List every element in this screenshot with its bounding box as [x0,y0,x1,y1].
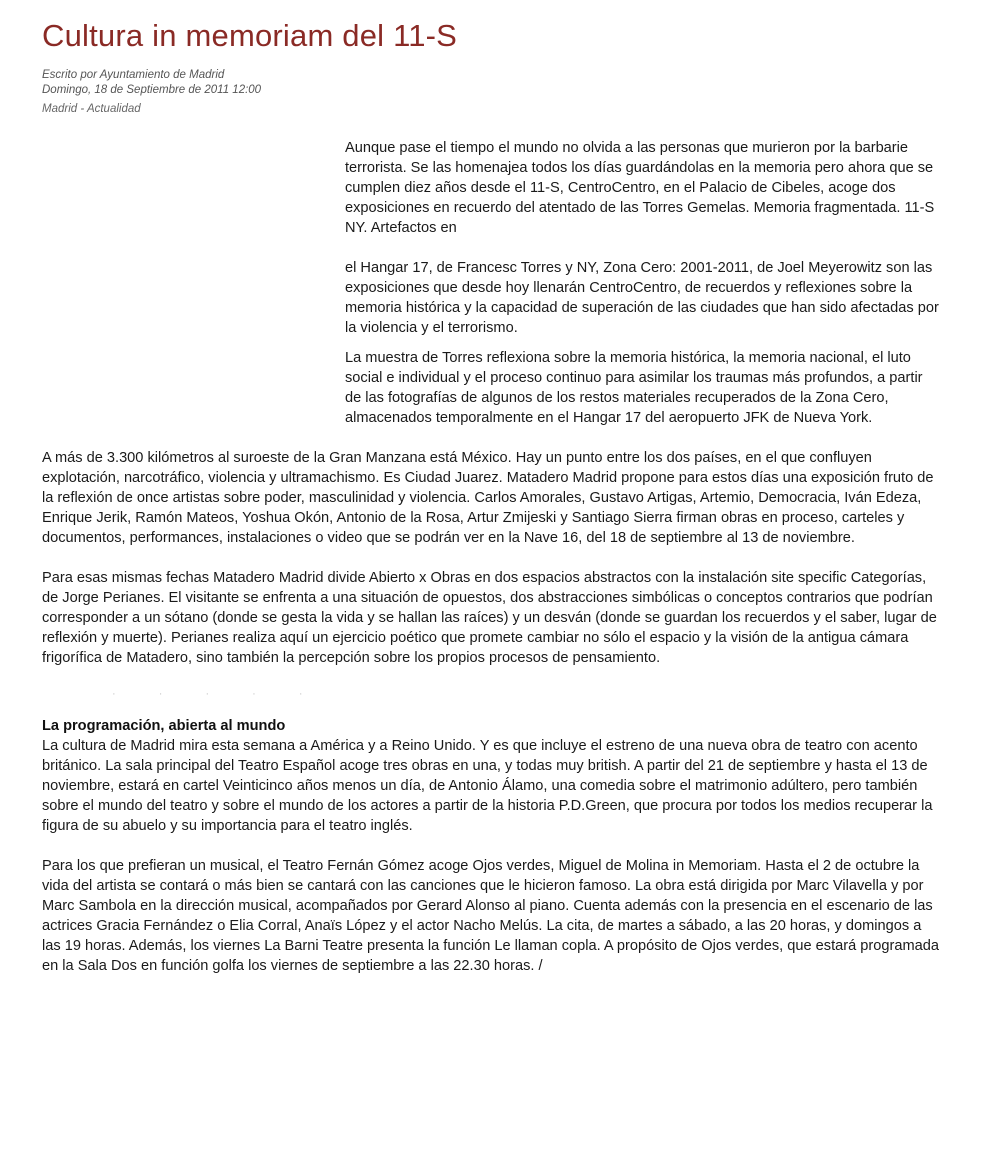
date-line: Domingo, 18 de Septiembre de 2011 12:00 [42,84,262,96]
paragraph-exhibitions: el Hangar 17, de Francesc Torres y NY, Zona Cero: 2001-2011, de Joel Meyerowitz son las exposiciones que desde hoy llenarán CentroCentro, de recuerdos y reflexiones sobre la memoria histórica y la capacidad de superación de las ciudades que han sido afectadas por la violencia y el terrorismo. [345,260,939,336]
section-line: Madrid - Actualidad [42,103,141,115]
author-line: Escrito por Ayuntamiento de Madrid [42,69,225,81]
paragraph-musical: Para los que prefieran un musical, el Teatro Fernán Gómez acoge Ojos verdes, Miguel de Molina in Memoriam. Hasta el 2 de octubre la vida del artista se contará o más bien se cantará con las canciones que le hicieron famoso. La obra está dirigida por Marc Vilavella y por Marc Sambola en la dirección musical, acompañados por Gerard Alonso al piano. Cuenta además con la presencia en el escenario de las actrices Gracia Fernández o Elia Corral, Anaïs López y el actor Nacho Melús. La cita, de martes a sábado, a las 20 horas, y domingos a las 19 horas. Además, los viernes La Barni Teatre presenta la función Le llaman copla. A propósito de Ojos verdes, que estará programada en la Sala Dos en función golfa los viernes de septiembre a las 22.30 horas. / [42,858,939,974]
article [42,18,942,996]
article-body [42,138,942,976]
section-subheading: La programación, abierta al mundo [42,718,286,734]
faint-divider: · · · · · [112,688,323,700]
paragraph-intro: Aunque pase el tiempo el mundo no olvida a las personas que murieron por la barbarie terrorista. Se las homenajea todos los días guardándolas en la memoria pero ahora que se cumplen diez años desde el 11-S, CentroCentro, en el Palacio de Cibeles, acoge dos exposiciones en recuerdo del atentado de las Torres Gemelas. Memoria fragmentada. 11-S NY. Artefactos en [345,140,935,236]
paragraph-torres: La muestra de Torres reflexiona sobre la memoria histórica, la memoria nacional, el luto social e individual y el proceso continuo para asimilar los traumas más profundos, a partir de las fotografías de algunos de los restos materiales recuperados de la Zona Cero, almacenados temporalmente en el Hangar 17 del aeropuerto JFK de Nueva York. [345,350,923,426]
paragraph-perianes: Para esas mismas fechas Matadero Madrid divide Abierto x Obras en dos espacios abstractos con la instalación site specific Categorías, de Jorge Perianes. El visitante se enfrenta a una situación de opuestos, dos abstracciones simbólicas o conceptos contrarios que podrían corresponder a un sótano (donde se gesta la vida y se hallan las raíces) y un desván (donde se guardan los recuerdos y el saber, lugar de reflexión y muerte). Perianes realiza aquí un ejercicio poético que promete cambiar no sólo el espacio y la visión de la antigua cámara frigorífica de Matadero, sino también la percepción sobre los propios procesos de pensamiento. [42,570,937,666]
article-meta [42,68,942,117]
paragraph-mexico: A más de 3.300 kilómetros al suroeste de la Gran Manzana está México. Hay un punto entre los dos países, en el que confluyen explotación, narcotráfico, violencia y ultramachismo. Es Ciudad Juarez. Matadero Madrid propone para estos días una exposición fruto de la reflexión de once artistas sobre poder, masculinidad y violencia. Carlos Amorales, Gustavo Artigas, Artemio, Democracia, Iván Edeza, Enrique Jerik, Ramón Mateos, Yoshua Okón, Antonio de la Rosa, Artur Zmijeski y Santiago Sierra firman obras en proceso, carteles y documentos, performances, instalaciones o video que se podrán ver en la Nave 16, del 18 de septiembre al 13 de noviembre. [42,450,934,546]
article-title: Cultura in memoriam del 11-S [42,18,458,53]
image-placeholder-space [42,138,345,421]
paragraph-programacion: La cultura de Madrid mira esta semana a América y a Reino Unido. Y es que incluye el estreno de una nueva obra de teatro con acento británico. La sala principal del Teatro Español acoge tres obras en una, y todas muy british. A partir del 21 de septiembre y hasta el 13 de noviembre, estará en cartel Veinticinco años menos un día, de Antonio Álamo, una comedia sobre el matrimonio adúltero, pero también sobre el mundo del teatro y sobre el mundo de los actores a partir de la historia P.D.Green, que procura por todos los medios recuperar la figura de su abuelo y su importancia para el teatro inglés. [42,738,933,834]
